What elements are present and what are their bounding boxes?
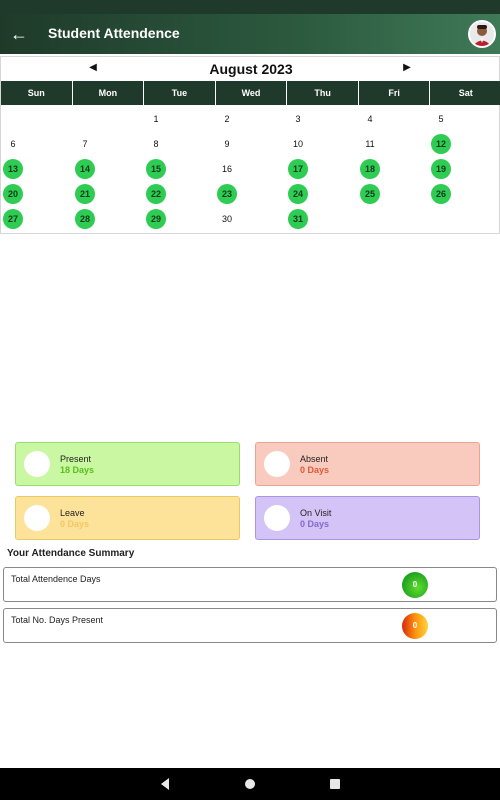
total-attendance-badge: 0: [402, 572, 428, 598]
calendar-day[interactable]: 14: [75, 159, 95, 179]
app-bar: [0, 14, 500, 54]
leave-stat-card: [15, 496, 240, 540]
absent-indicator: [264, 451, 290, 477]
weekday-mon: Mon: [73, 81, 145, 105]
calendar-day[interactable]: 25: [360, 184, 380, 204]
avatar[interactable]: [468, 20, 496, 48]
weekday-header: [1, 81, 500, 105]
weekday-sat: Sat: [458, 88, 473, 98]
calendar-day[interactable]: 5: [438, 114, 444, 124]
calendar-day[interactable]: 21: [75, 184, 95, 204]
triangle-back-icon[interactable]: [157, 776, 173, 792]
total-attendance-row: [3, 567, 497, 602]
absent-stat-card: [255, 442, 480, 486]
present-stat-card: [15, 442, 240, 486]
calendar-day[interactable]: 28: [75, 209, 95, 229]
leave-label: Leave: [60, 508, 85, 518]
calendar-day[interactable]: 4: [367, 114, 373, 124]
leave-value: 0 Days: [60, 519, 90, 529]
calendar-day[interactable]: 2: [224, 114, 230, 124]
calendar-day[interactable]: 8: [153, 139, 159, 149]
present-indicator: [24, 451, 50, 477]
absent-label: Absent: [300, 454, 329, 464]
on-visit-stat-card: [255, 496, 480, 540]
back-button[interactable]: [10, 23, 28, 45]
calendar-day[interactable]: 15: [146, 159, 166, 179]
calendar-day[interactable]: 10: [292, 139, 303, 149]
page-title: Student Attendence: [48, 25, 180, 41]
weekday-sun: Sun: [1, 81, 73, 105]
total-attendance-label: Total Attendence Days: [11, 574, 101, 584]
on-visit-label: On Visit: [300, 508, 332, 518]
calendar-day[interactable]: 27: [3, 209, 23, 229]
calendar-day[interactable]: 26: [431, 184, 451, 204]
absent-value: 0 Days: [300, 465, 330, 475]
system-nav-bar: [0, 768, 500, 800]
calendar-day[interactable]: 13: [3, 159, 23, 179]
next-month-button[interactable]: [401, 61, 413, 75]
calendar-day[interactable]: 22: [146, 184, 166, 204]
calendar-day[interactable]: 23: [217, 184, 237, 204]
attendance-calendar: [0, 56, 500, 234]
on-visit-value: 0 Days: [300, 519, 330, 529]
calendar-month-label: August 2023: [209, 61, 293, 77]
triangle-right-icon: ▶: [403, 62, 411, 73]
square-recent-icon[interactable]: [327, 776, 343, 792]
calendar-day[interactable]: 31: [288, 209, 308, 229]
calendar-day[interactable]: 24: [288, 184, 308, 204]
triangle-left-icon: ◀: [89, 62, 97, 73]
calendar-day[interactable]: 1: [153, 114, 159, 124]
calendar-day[interactable]: 19: [431, 159, 451, 179]
summary-title: Your Attendance Summary: [7, 548, 135, 559]
weekday-thu: Thu: [287, 81, 359, 105]
status-bar: [0, 0, 500, 14]
calendar-day[interactable]: 12: [431, 134, 451, 154]
total-present-badge: 0: [402, 613, 428, 639]
present-value: 18 Days: [60, 465, 95, 475]
calendar-day[interactable]: 30: [221, 214, 232, 224]
calendar-day[interactable]: 17: [288, 159, 308, 179]
calendar-day[interactable]: 11: [365, 139, 375, 149]
weekday-fri: Fri: [359, 81, 431, 105]
weekday-tue: Tue: [144, 81, 216, 105]
calendar-day[interactable]: 29: [146, 209, 166, 229]
user-avatar-image: [470, 22, 494, 46]
arrow-left-icon: ←: [10, 24, 28, 44]
calendar-day[interactable]: 7: [82, 139, 88, 149]
leave-indicator: [24, 505, 50, 531]
circle-home-icon[interactable]: [242, 776, 258, 792]
weekday-wed: Wed: [216, 81, 288, 105]
calendar-day[interactable]: 20: [3, 184, 23, 204]
total-present-label: Total No. Days Present: [11, 615, 104, 625]
calendar-day[interactable]: 9: [224, 139, 230, 149]
on-visit-indicator: [264, 505, 290, 531]
calendar-day[interactable]: 3: [295, 114, 301, 124]
total-present-row: [3, 608, 497, 643]
present-label: Present: [60, 454, 92, 464]
calendar-day[interactable]: 16: [221, 164, 232, 174]
calendar-day[interactable]: 18: [360, 159, 380, 179]
calendar-day[interactable]: 6: [10, 139, 16, 149]
